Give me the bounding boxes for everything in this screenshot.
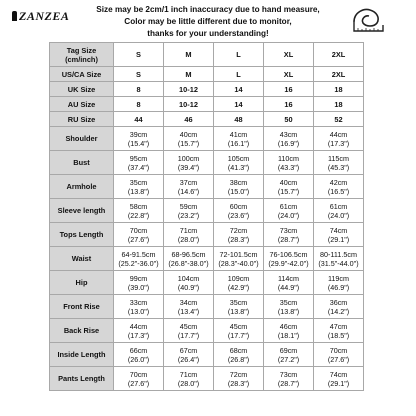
size-value-cell: 39cm (15.4") <box>114 127 164 151</box>
size-value-cell: 105cm (41.3") <box>214 151 264 175</box>
size-value-cell: 33cm (13.0") <box>114 295 164 319</box>
size-value-cell: 43cm (16.9") <box>264 127 314 151</box>
row-label: Bust <box>50 151 114 175</box>
size-value-cell: 45cm (17.7") <box>164 319 214 343</box>
row-label: UK Size <box>50 82 114 97</box>
table-row <box>50 127 364 151</box>
size-value-cell: 60cm (23.6") <box>214 199 264 223</box>
size-value-cell: 76-106.5cm (29.9"-42.0") <box>264 247 314 271</box>
size-value-cell: 41cm (16.1") <box>214 127 264 151</box>
size-notice <box>95 4 321 40</box>
size-value-cell: XL <box>264 43 314 67</box>
size-value-cell: 36cm (14.2") <box>314 295 364 319</box>
size-value-cell: 70cm (27.6") <box>114 367 164 391</box>
size-value-cell: 38cm (15.0") <box>214 175 264 199</box>
size-value-cell: 68cm (26.8") <box>214 343 264 367</box>
row-label: Shoulder <box>50 127 114 151</box>
size-value-cell: 58cm (22.8") <box>114 199 164 223</box>
size-value-cell: L <box>214 43 264 67</box>
size-value-cell: 73cm (28.7") <box>264 223 314 247</box>
table-row <box>50 67 364 82</box>
size-value-cell: 70cm (27.6") <box>314 343 364 367</box>
size-value-cell: 74cm (29.1") <box>314 367 364 391</box>
row-label: Inside Length <box>50 343 114 367</box>
notice-line-3: thanks for your understanding! <box>147 29 269 38</box>
table-row <box>50 295 364 319</box>
size-value-cell: 35cm (13.8") <box>214 295 264 319</box>
row-label: Pants Length <box>50 367 114 391</box>
size-value-cell: 44cm (17.3") <box>114 319 164 343</box>
size-value-cell: 119cm (46.9") <box>314 271 364 295</box>
table-row <box>50 271 364 295</box>
table-row <box>50 319 364 343</box>
table-row <box>50 151 364 175</box>
size-value-cell: 71cm (28.0") <box>164 367 214 391</box>
size-value-cell: 46 <box>164 112 214 127</box>
size-value-cell: 16 <box>264 97 314 112</box>
size-value-cell: 40cm (15.7") <box>164 127 214 151</box>
size-value-cell: 80-111.5cm (31.5"-44.0") <box>314 247 364 271</box>
size-value-cell: 64-91.5cm (25.2"-36.0") <box>114 247 164 271</box>
size-chart-table <box>49 42 364 391</box>
size-value-cell: M <box>164 43 214 67</box>
size-value-cell: M <box>164 67 214 82</box>
size-value-cell: 8 <box>114 82 164 97</box>
row-label: Hip <box>50 271 114 295</box>
size-value-cell: 67cm (26.4") <box>164 343 214 367</box>
size-value-cell: 44 <box>114 112 164 127</box>
size-value-cell: 8 <box>114 97 164 112</box>
size-value-cell: 110cm (43.3") <box>264 151 314 175</box>
row-label: Front Rise <box>50 295 114 319</box>
table-row <box>50 367 364 391</box>
table-row <box>50 82 364 97</box>
size-value-cell: 47cm (18.5") <box>314 319 364 343</box>
row-label: Tag Size (cm/inch) <box>50 43 114 67</box>
size-value-cell: 69cm (27.2") <box>264 343 314 367</box>
row-label: RU Size <box>50 112 114 127</box>
table-row <box>50 175 364 199</box>
size-value-cell: 35cm (13.8") <box>264 295 314 319</box>
notice-line-1: Size may be 2cm/1 inch inaccuracy due to hand measure, <box>96 5 320 14</box>
size-value-cell: 61cm (24.0") <box>264 199 314 223</box>
size-value-cell: 72-101.5cm (28.3"-40.0") <box>214 247 264 271</box>
size-value-cell: 2XL <box>314 43 364 67</box>
brand-logo <box>12 9 69 24</box>
logo-figure-icon <box>12 11 17 21</box>
header <box>0 0 416 42</box>
size-value-cell: XL <box>264 67 314 82</box>
row-label: Waist <box>50 247 114 271</box>
size-value-cell: 74cm (29.1") <box>314 223 364 247</box>
measuring-tape-icon <box>350 4 386 36</box>
size-value-cell: 40cm (15.7") <box>264 175 314 199</box>
size-value-cell: 45cm (17.7") <box>214 319 264 343</box>
size-value-cell: 44cm (17.3") <box>314 127 364 151</box>
row-label: Armhole <box>50 175 114 199</box>
table-row <box>50 199 364 223</box>
size-value-cell: 100cm (39.4") <box>164 151 214 175</box>
table-row <box>50 112 364 127</box>
table-row <box>50 97 364 112</box>
size-value-cell: 10-12 <box>164 97 214 112</box>
size-value-cell: 72cm (28.3") <box>214 223 264 247</box>
size-value-cell: 46cm (18.1") <box>264 319 314 343</box>
size-value-cell: 68-96.5cm (26.8"-38.0") <box>164 247 214 271</box>
size-value-cell: L <box>214 67 264 82</box>
size-value-cell: 95cm (37.4") <box>114 151 164 175</box>
size-value-cell: 14 <box>214 97 264 112</box>
size-value-cell: 16 <box>264 82 314 97</box>
size-value-cell: 52 <box>314 112 364 127</box>
size-value-cell: 109cm (42.9") <box>214 271 264 295</box>
table-row <box>50 343 364 367</box>
size-value-cell: 71cm (28.0") <box>164 223 214 247</box>
size-value-cell: 48 <box>214 112 264 127</box>
table-row <box>50 223 364 247</box>
size-value-cell: 59cm (23.2") <box>164 199 214 223</box>
table-row <box>50 247 364 271</box>
table-row <box>50 43 364 67</box>
size-value-cell: 2XL <box>314 67 364 82</box>
size-value-cell: 114cm (44.9") <box>264 271 314 295</box>
size-value-cell: 50 <box>264 112 314 127</box>
size-value-cell: 18 <box>314 97 364 112</box>
size-value-cell: 10-12 <box>164 82 214 97</box>
size-value-cell: S <box>114 43 164 67</box>
size-value-cell: 72cm (28.3") <box>214 367 264 391</box>
size-value-cell: 70cm (27.6") <box>114 223 164 247</box>
row-label: Tops Length <box>50 223 114 247</box>
size-value-cell: 66cm (26.0") <box>114 343 164 367</box>
size-value-cell: 99cm (39.0") <box>114 271 164 295</box>
size-value-cell: 61cm (24.0") <box>314 199 364 223</box>
row-label: Sleeve length <box>50 199 114 223</box>
size-value-cell: 104cm (40.9") <box>164 271 214 295</box>
size-value-cell: 42cm (16.5") <box>314 175 364 199</box>
size-value-cell: 18 <box>314 82 364 97</box>
row-label: AU Size <box>50 97 114 112</box>
size-value-cell: 37cm (14.6") <box>164 175 214 199</box>
size-value-cell: S <box>114 67 164 82</box>
row-label: US/CA Size <box>50 67 114 82</box>
brand-name: ZANZEA <box>19 9 70 23</box>
size-value-cell: 115cm (45.3") <box>314 151 364 175</box>
notice-line-2: Color may be little different due to monitor, <box>124 17 292 26</box>
size-value-cell: 34cm (13.4") <box>164 295 214 319</box>
size-value-cell: 73cm (28.7") <box>264 367 314 391</box>
size-value-cell: 35cm (13.8") <box>114 175 164 199</box>
row-label: Back Rise <box>50 319 114 343</box>
size-value-cell: 14 <box>214 82 264 97</box>
